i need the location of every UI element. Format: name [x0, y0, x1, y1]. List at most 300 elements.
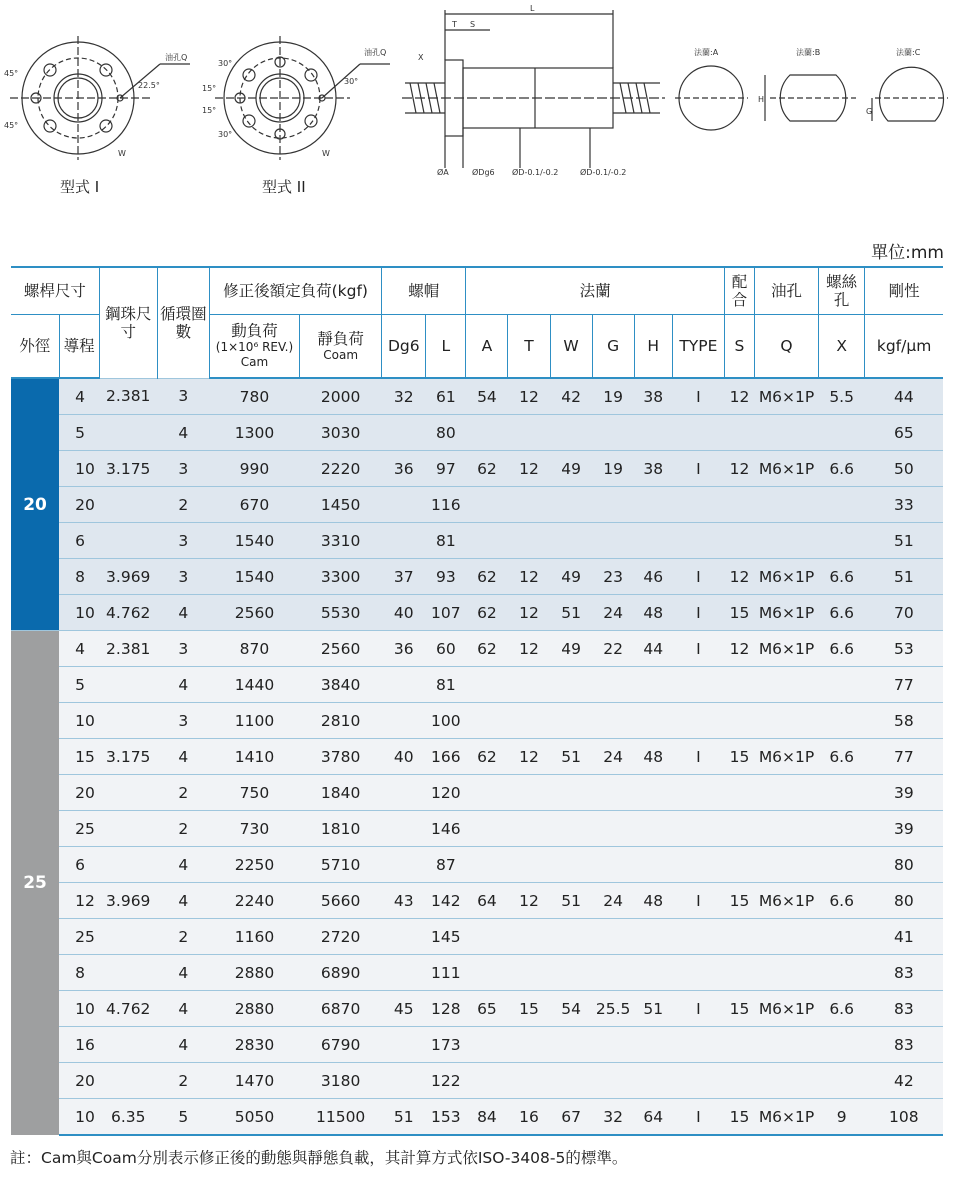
- table-cell: 10: [59, 451, 99, 487]
- table-row: [11, 631, 943, 667]
- table-cell: [819, 523, 865, 559]
- table-cell: 3.969: [99, 559, 157, 595]
- table-cell: 3300: [300, 559, 382, 595]
- table-cell: 6: [59, 847, 99, 883]
- table-cell: [550, 703, 592, 739]
- table-cell: [99, 523, 157, 559]
- table-cell: I: [672, 739, 724, 775]
- technical-drawings: [0, 0, 954, 205]
- dyn-note: (1×10⁶ REV.): [215, 340, 294, 354]
- table-cell: 750: [209, 775, 299, 811]
- header-t: T: [508, 315, 550, 379]
- table-cell: [819, 811, 865, 847]
- table-cell: 6870: [300, 991, 382, 1027]
- table-cell: 50: [865, 451, 943, 487]
- table-row: [11, 847, 943, 883]
- table-cell: [550, 415, 592, 451]
- table-cell: 51: [865, 523, 943, 559]
- table-cell: 53: [865, 631, 943, 667]
- table-cell: 128: [426, 991, 466, 1027]
- header-nut: 螺帽: [382, 267, 466, 315]
- table-cell: [592, 415, 634, 451]
- table-row: [11, 487, 943, 523]
- table-cell: [382, 667, 426, 703]
- table-cell: [99, 487, 157, 523]
- table-cell: 5660: [300, 883, 382, 919]
- table-cell: 15: [724, 739, 754, 775]
- table-cell: [754, 847, 818, 883]
- table-cell: M6×1P: [754, 451, 818, 487]
- table-cell: 81: [426, 667, 466, 703]
- angle-label: 22.5°: [138, 81, 160, 90]
- x-label: X: [418, 53, 424, 62]
- table-cell: 2.381: [99, 631, 157, 667]
- table-cell: [382, 1063, 426, 1099]
- table-cell: 42: [550, 378, 592, 415]
- table-cell: 6.6: [819, 991, 865, 1027]
- table-cell: 2880: [209, 955, 299, 991]
- header-g: G: [592, 315, 634, 379]
- table-cell: [592, 1063, 634, 1099]
- table-cell: 51: [382, 1099, 426, 1136]
- table-cell: [550, 811, 592, 847]
- table-cell: [466, 919, 508, 955]
- table-cell: 77: [865, 739, 943, 775]
- table-row: [11, 739, 943, 775]
- table-cell: 51: [550, 883, 592, 919]
- table-cell: 6.6: [819, 631, 865, 667]
- g-label: G: [866, 107, 873, 116]
- table-cell: 146: [426, 811, 466, 847]
- table-cell: [550, 1063, 592, 1099]
- footnote: 註：Cam與Coam分別表示修正後的動態與靜態負載，其計算方式依ISO-3408-5的標準。: [10, 1149, 628, 1167]
- table-cell: 33: [865, 487, 943, 523]
- table-cell: 54: [550, 991, 592, 1027]
- table-cell: 4: [157, 991, 209, 1027]
- table-cell: [672, 1027, 724, 1063]
- table-cell: 3030: [300, 415, 382, 451]
- table-cell: [724, 811, 754, 847]
- table-cell: [634, 811, 672, 847]
- table-cell: 51: [865, 559, 943, 595]
- table-cell: [99, 775, 157, 811]
- table-cell: 990: [209, 451, 299, 487]
- table-cell: 5.5: [819, 378, 865, 415]
- table-cell: [724, 847, 754, 883]
- table-cell: 49: [550, 559, 592, 595]
- table-cell: 12: [724, 631, 754, 667]
- table-cell: [724, 775, 754, 811]
- table-cell: 3780: [300, 739, 382, 775]
- table-cell: [550, 919, 592, 955]
- table-cell: [754, 955, 818, 991]
- table-cell: 15: [724, 883, 754, 919]
- table-cell: 20: [59, 487, 99, 523]
- table-cell: 10: [59, 703, 99, 739]
- table-row: [11, 451, 943, 487]
- table-cell: 32: [592, 1099, 634, 1136]
- table-cell: 6.6: [819, 451, 865, 487]
- table-cell: 16: [508, 1099, 550, 1136]
- table-cell: 51: [634, 991, 672, 1027]
- table-cell: [550, 667, 592, 703]
- table-cell: 870: [209, 631, 299, 667]
- table-cell: [550, 847, 592, 883]
- table-cell: M6×1P: [754, 631, 818, 667]
- table-cell: I: [672, 559, 724, 595]
- table-cell: [382, 415, 426, 451]
- table-cell: 1470: [209, 1063, 299, 1099]
- table-row: [11, 991, 943, 1027]
- table-row: [11, 667, 943, 703]
- table-cell: 4: [59, 631, 99, 667]
- table-cell: [508, 775, 550, 811]
- table-cell: 2880: [209, 991, 299, 1027]
- flange-b-drawing: [765, 75, 856, 121]
- table-cell: 6890: [300, 955, 382, 991]
- table-cell: 9: [819, 1099, 865, 1136]
- table-cell: 1540: [209, 559, 299, 595]
- table-cell: 3.969: [99, 883, 157, 919]
- table-cell: [99, 1063, 157, 1099]
- cam-label: Cam: [240, 355, 269, 369]
- table-cell: 37: [382, 559, 426, 595]
- header-l: L: [426, 315, 466, 379]
- table-cell: 116: [426, 487, 466, 523]
- table-cell: 122: [426, 1063, 466, 1099]
- table-cell: [508, 523, 550, 559]
- table-cell: I: [672, 883, 724, 919]
- flange-b-label: 法蘭:B: [796, 48, 821, 57]
- t-label: T: [452, 20, 457, 29]
- angle-label: 45°: [4, 69, 19, 78]
- flange-c-label: 法蘭:C: [896, 48, 921, 57]
- table-cell: [819, 1027, 865, 1063]
- table-cell: 4: [157, 1027, 209, 1063]
- table-cell: [508, 703, 550, 739]
- table-cell: 93: [426, 559, 466, 595]
- table-cell: [592, 847, 634, 883]
- table-cell: [819, 667, 865, 703]
- table-cell: 6.6: [819, 559, 865, 595]
- table-cell: 6: [59, 523, 99, 559]
- table-cell: 12: [724, 559, 754, 595]
- table-cell: 5: [59, 415, 99, 451]
- type1-caption: 型式 I: [60, 178, 100, 196]
- table-cell: 49: [550, 451, 592, 487]
- table-cell: 4.762: [99, 991, 157, 1027]
- angle-label: 15°: [202, 84, 217, 93]
- table-cell: 4.762: [99, 595, 157, 631]
- table-cell: M6×1P: [754, 739, 818, 775]
- table-cell: [634, 703, 672, 739]
- header-ball-size: 鋼珠尺寸: [99, 267, 157, 378]
- table-row: [11, 703, 943, 739]
- table-cell: [466, 415, 508, 451]
- table-cell: I: [672, 631, 724, 667]
- table-cell: 2250: [209, 847, 299, 883]
- table-cell: 107: [426, 595, 466, 631]
- table-cell: [634, 847, 672, 883]
- table-cell: [754, 415, 818, 451]
- table-cell: [99, 1027, 157, 1063]
- table-cell: [672, 775, 724, 811]
- table-cell: 3.175: [99, 739, 157, 775]
- table-cell: 2240: [209, 883, 299, 919]
- table-cell: [508, 919, 550, 955]
- table-cell: 70: [865, 595, 943, 631]
- table-cell: 5710: [300, 847, 382, 883]
- table-cell: 42: [865, 1063, 943, 1099]
- table-cell: [754, 523, 818, 559]
- header-dynamic-load: [209, 315, 299, 379]
- flange-a-drawing: [675, 66, 748, 130]
- flange-c-drawing: [872, 67, 948, 121]
- l-label: L: [530, 4, 535, 13]
- header-q: Q: [754, 315, 818, 379]
- table-cell: [724, 1027, 754, 1063]
- table-cell: 24: [592, 595, 634, 631]
- table-row: [11, 1027, 943, 1063]
- header-outer-dia: 外徑: [11, 315, 59, 379]
- table-cell: [466, 775, 508, 811]
- angle-label: 15°: [202, 106, 217, 115]
- table-row: [11, 955, 943, 991]
- table-cell: [819, 955, 865, 991]
- table-cell: 51: [550, 739, 592, 775]
- table-cell: 153: [426, 1099, 466, 1136]
- table-cell: I: [672, 1099, 724, 1136]
- table-cell: [634, 955, 672, 991]
- flange-a-label: 法蘭:A: [694, 48, 719, 57]
- table-cell: 15: [724, 991, 754, 1027]
- h-label: H: [758, 95, 765, 104]
- table-cell: [634, 667, 672, 703]
- table-cell: 65: [466, 991, 508, 1027]
- table-cell: 40: [382, 739, 426, 775]
- table-cell: [754, 775, 818, 811]
- table-cell: 97: [426, 451, 466, 487]
- table-cell: [508, 847, 550, 883]
- table-cell: 54: [466, 378, 508, 415]
- table-cell: 3840: [300, 667, 382, 703]
- table-cell: 39: [865, 811, 943, 847]
- table-cell: 80: [865, 847, 943, 883]
- table-cell: [466, 847, 508, 883]
- table-cell: [592, 487, 634, 523]
- table-cell: [382, 703, 426, 739]
- table-cell: 1300: [209, 415, 299, 451]
- table-cell: [592, 1027, 634, 1063]
- table-cell: 62: [466, 739, 508, 775]
- angle-label: 30°: [218, 59, 233, 68]
- table-cell: [634, 523, 672, 559]
- s-label: S: [470, 20, 476, 29]
- table-cell: 1100: [209, 703, 299, 739]
- table-cell: 12: [508, 451, 550, 487]
- table-cell: M6×1P: [754, 378, 818, 415]
- table-cell: 2830: [209, 1027, 299, 1063]
- table-cell: 8: [59, 955, 99, 991]
- table-cell: I: [672, 991, 724, 1027]
- table-cell: [672, 1063, 724, 1099]
- table-cell: 15: [724, 1099, 754, 1136]
- spec-table: [11, 266, 943, 1136]
- table-cell: [382, 1027, 426, 1063]
- table-cell: [819, 919, 865, 955]
- table-cell: 142: [426, 883, 466, 919]
- table-cell: I: [672, 378, 724, 415]
- table-cell: 4: [157, 883, 209, 919]
- table-cell: 12: [59, 883, 99, 919]
- table-cell: 10: [59, 1099, 99, 1136]
- table-row: [11, 559, 943, 595]
- table-cell: [508, 1027, 550, 1063]
- table-cell: 2: [157, 919, 209, 955]
- table-cell: 4: [157, 667, 209, 703]
- table-cell: [550, 775, 592, 811]
- table-cell: [466, 811, 508, 847]
- table-cell: 111: [426, 955, 466, 991]
- table-cell: 38: [634, 451, 672, 487]
- table-cell: [819, 415, 865, 451]
- table-cell: [724, 415, 754, 451]
- table-cell: 3310: [300, 523, 382, 559]
- table-cell: 84: [466, 1099, 508, 1136]
- header-load: 修正後額定負荷(kgf): [209, 267, 381, 315]
- table-cell: [382, 523, 426, 559]
- table-cell: 62: [466, 559, 508, 595]
- table-cell: [508, 1063, 550, 1099]
- header-h: H: [634, 315, 672, 379]
- table-cell: 5: [59, 667, 99, 703]
- table-row: [11, 1099, 943, 1136]
- table-cell: M6×1P: [754, 1099, 818, 1136]
- table-cell: 3: [157, 451, 209, 487]
- table-cell: 83: [865, 991, 943, 1027]
- table-cell: 15: [508, 991, 550, 1027]
- table-cell: [466, 523, 508, 559]
- table-cell: [99, 955, 157, 991]
- table-cell: [724, 955, 754, 991]
- dim-label: ØA: [437, 168, 449, 177]
- table-cell: 12: [508, 595, 550, 631]
- table-row: [11, 378, 943, 415]
- table-cell: [99, 703, 157, 739]
- angle-label: 45°: [4, 121, 19, 130]
- table-cell: [550, 955, 592, 991]
- table-cell: [466, 1063, 508, 1099]
- table-cell: M6×1P: [754, 595, 818, 631]
- table-cell: 2220: [300, 451, 382, 487]
- dyn-label: 動負荷: [231, 322, 278, 340]
- table-row: [11, 1063, 943, 1099]
- header-flange: 法蘭: [466, 267, 725, 315]
- spec-table-body: [11, 378, 943, 1135]
- table-cell: 61: [426, 378, 466, 415]
- table-cell: [466, 1027, 508, 1063]
- table-cell: 12: [508, 739, 550, 775]
- table-cell: 1810: [300, 811, 382, 847]
- table-row: [11, 811, 943, 847]
- table-cell: 12: [724, 378, 754, 415]
- table-cell: [99, 667, 157, 703]
- table-cell: [592, 523, 634, 559]
- table-cell: 1540: [209, 523, 299, 559]
- table-cell: 80: [865, 883, 943, 919]
- type2-caption: 型式 II: [262, 178, 306, 196]
- table-cell: 3: [157, 631, 209, 667]
- header-rig-unit: kgf/μm: [865, 315, 943, 379]
- table-cell: 20: [59, 775, 99, 811]
- table-cell: [672, 955, 724, 991]
- table-cell: 1410: [209, 739, 299, 775]
- table-cell: [508, 811, 550, 847]
- table-cell: 2: [157, 811, 209, 847]
- table-cell: 5530: [300, 595, 382, 631]
- header-screw-hole: 螺絲孔: [819, 267, 865, 315]
- table-cell: 1450: [300, 487, 382, 523]
- table-cell: [508, 487, 550, 523]
- table-cell: 1160: [209, 919, 299, 955]
- table-cell: 1440: [209, 667, 299, 703]
- table-cell: 36: [382, 451, 426, 487]
- table-row: [11, 595, 943, 631]
- table-cell: [724, 667, 754, 703]
- table-cell: 62: [466, 451, 508, 487]
- table-cell: [754, 919, 818, 955]
- table-cell: [592, 811, 634, 847]
- table-cell: [550, 487, 592, 523]
- table-cell: 51: [550, 595, 592, 631]
- table-cell: 4: [59, 378, 99, 415]
- table-cell: [634, 415, 672, 451]
- table-cell: [382, 919, 426, 955]
- table-cell: [724, 523, 754, 559]
- table-cell: [592, 955, 634, 991]
- table-cell: [672, 487, 724, 523]
- table-cell: 4: [157, 847, 209, 883]
- table-cell: 36: [382, 631, 426, 667]
- table-cell: 24: [592, 883, 634, 919]
- table-cell: [672, 703, 724, 739]
- table-cell: [550, 523, 592, 559]
- header-w: W: [550, 315, 592, 379]
- table-cell: [592, 667, 634, 703]
- table-cell: 39: [865, 775, 943, 811]
- table-cell: [99, 847, 157, 883]
- table-cell: 2: [157, 775, 209, 811]
- table-cell: 3: [157, 559, 209, 595]
- table-cell: 3: [157, 523, 209, 559]
- table-cell: 11500: [300, 1099, 382, 1136]
- table-cell: 166: [426, 739, 466, 775]
- table-cell: [672, 847, 724, 883]
- table-cell: 730: [209, 811, 299, 847]
- table-cell: 3: [157, 703, 209, 739]
- table-cell: [672, 811, 724, 847]
- table-cell: [592, 775, 634, 811]
- table-cell: [382, 811, 426, 847]
- table-cell: [819, 1063, 865, 1099]
- header-dg6: Dg6: [382, 315, 426, 379]
- table-cell: 24: [592, 739, 634, 775]
- table-cell: 5050: [209, 1099, 299, 1136]
- table-cell: 2560: [209, 595, 299, 631]
- table-cell: 46: [634, 559, 672, 595]
- table-cell: [382, 775, 426, 811]
- table-cell: [466, 703, 508, 739]
